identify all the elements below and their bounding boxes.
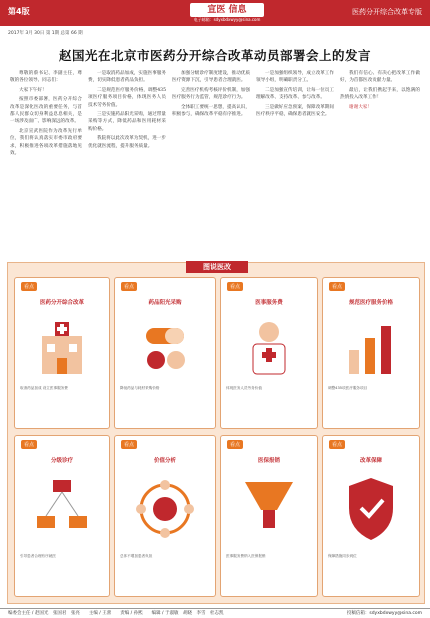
editorial-credits: 编委会主任 / 赵国光 张国君 张亮 主编 / 王蕾 责编 / 孙熙 编辑 / 于淑敏 胡晓 李雪 杜志凯 bbox=[8, 611, 224, 616]
article-column-2 bbox=[88, 70, 166, 255]
panel-title: 分级诊疗 bbox=[50, 458, 73, 464]
infographic bbox=[7, 262, 425, 604]
panel-title: 医事服务费 bbox=[255, 300, 283, 306]
submission-email: 投稿信箱：sdyxbdxwyy@sina.com bbox=[346, 611, 422, 616]
bar-illustration bbox=[343, 318, 399, 378]
paragraph: 一是取消药品加成，实施医事服务费，切实降低患者药品负担。 bbox=[88, 71, 166, 84]
panel-tag: 看点 bbox=[329, 440, 345, 449]
panel-title: 医药分开综合改革 bbox=[39, 300, 84, 306]
panel-body: 总体不增加患者负担 bbox=[120, 554, 153, 558]
info-panel-7 bbox=[220, 435, 318, 597]
paragraph: 完善医疗机构考核评价机制，加强医疗服务行为监管，规范诊疗行为。 bbox=[172, 87, 250, 101]
panel-tag: 看点 bbox=[227, 440, 243, 449]
paragraph: 一是加强组织领导，成立改革工作领导小组，明确职责分工。 bbox=[256, 71, 334, 84]
panel-tag: 看点 bbox=[121, 440, 137, 449]
article-column-4 bbox=[256, 70, 334, 255]
hospital-illustration bbox=[37, 318, 87, 378]
funnel-illustration bbox=[241, 476, 297, 540]
panel-body: 保障措施同步到位 bbox=[328, 554, 357, 558]
page-number: 第4版 bbox=[8, 7, 30, 16]
hierarchy-illustration bbox=[33, 476, 91, 542]
paragraph: 三是实施药品阳光采购，通过带量采购等方式，降低药品和医用耗材采购价格。 bbox=[88, 112, 166, 132]
masthead-logo bbox=[190, 3, 264, 17]
paragraph: 二是加强宣传培训，让每一位员工理解改革、支持改革、参与改革。 bbox=[256, 87, 334, 101]
article-column-1 bbox=[10, 70, 82, 240]
page-header bbox=[0, 0, 430, 26]
shield-illustration bbox=[343, 474, 399, 544]
panel-title: 医保报销 bbox=[257, 458, 280, 464]
paragraph: 我们有信心、有决心把改革工作做好，为首都医改贡献力量。 bbox=[340, 71, 420, 84]
info-panel-4 bbox=[322, 277, 420, 429]
paragraph: 按照市委部署，医药分开综合改革是深化医改的重要任务，与首都人民群众切身利益息息相关，是一场涉及面广、影响深远的改革。 bbox=[10, 97, 82, 125]
article-column-3 bbox=[172, 70, 250, 255]
info-panel-1 bbox=[14, 277, 110, 429]
panel-tag: 看点 bbox=[329, 282, 345, 291]
paragraph: 尊敬的蔡书记、李副主任，尊敬的各位领导、同志们： bbox=[10, 71, 82, 84]
panel-title: 价值分析 bbox=[153, 458, 176, 464]
logo-text: 宣医 信息 bbox=[207, 5, 247, 15]
panel-body: 医事服务费纳入医保报销 bbox=[226, 554, 266, 558]
panel-tag: 看点 bbox=[227, 282, 243, 291]
paragraph: 最后，让我们携起手来，以饱满的热情投入改革工作！ bbox=[340, 87, 420, 101]
paragraph: 大家下午好！ bbox=[19, 87, 47, 93]
info-panel-5 bbox=[14, 435, 110, 597]
info-panel-3 bbox=[220, 277, 318, 429]
panel-tag: 看点 bbox=[21, 282, 37, 291]
panel-title: 药品阳光采购 bbox=[148, 300, 182, 306]
panel-body: 引导患者合理有序就医 bbox=[20, 554, 56, 558]
info-panel-6 bbox=[114, 435, 216, 597]
panel-title: 规范医疗服务价格 bbox=[348, 300, 393, 306]
logo-email: 电子邮箱：sdyxbdxwyy@sina.com bbox=[193, 17, 261, 22]
info-panel-2 bbox=[114, 277, 216, 429]
panel-title: 改革保障 bbox=[359, 458, 382, 464]
panel-body: 取消药品加成 设立医事服务费 bbox=[20, 386, 68, 390]
closing-line: 谢谢大家！ bbox=[349, 104, 372, 110]
section-title: 医药分开综合改革专版 bbox=[352, 8, 422, 16]
paragraph: 北京宣武医院作为改革先行单位，我们将认真落实市委市政府要求，积极推进各项改革措施落地见效。 bbox=[10, 128, 82, 157]
pill-illustration bbox=[140, 320, 190, 376]
paragraph: 二是规范医疗服务价格，调整435项医疗服务项目价格，体现医务人员技术劳务价值。 bbox=[88, 87, 166, 108]
doctor-illustration bbox=[243, 318, 295, 378]
panel-body: 调整435项医疗服务项目 bbox=[328, 386, 368, 390]
panel-body: 降低药品与耗材采购价格 bbox=[120, 386, 160, 390]
paragraph: 加强分级诊疗制度建设，推动优质医疗资源下沉，引导患者合理就医。 bbox=[172, 71, 250, 84]
cycle-illustration bbox=[135, 474, 195, 544]
panel-body: 体现医务人员劳务价值 bbox=[226, 386, 262, 390]
article-column-5 bbox=[340, 70, 420, 255]
info-panel-8 bbox=[322, 435, 420, 597]
infographic-title: 图说医改 bbox=[186, 261, 248, 273]
headline: 赵国光在北京市医药分开综合改革动员部署会上的发言 bbox=[58, 48, 371, 63]
paragraph: 我院将以此次改革为契机，进一步优化就医流程，提升服务质量。 bbox=[88, 136, 166, 149]
panel-tag: 看点 bbox=[121, 282, 137, 291]
panel-tag: 看点 bbox=[21, 440, 37, 449]
paragraph: 三是做好应急预案，保障改革期间医疗秩序平稳，确保患者就医安全。 bbox=[256, 104, 334, 118]
dateline: 2017年 3月 30日 第 1期 总第 66 期 bbox=[8, 31, 83, 36]
paragraph: 全体职工要统一思想，提高认识，积极参与，确保改革平稳有序推进。 bbox=[172, 104, 250, 118]
